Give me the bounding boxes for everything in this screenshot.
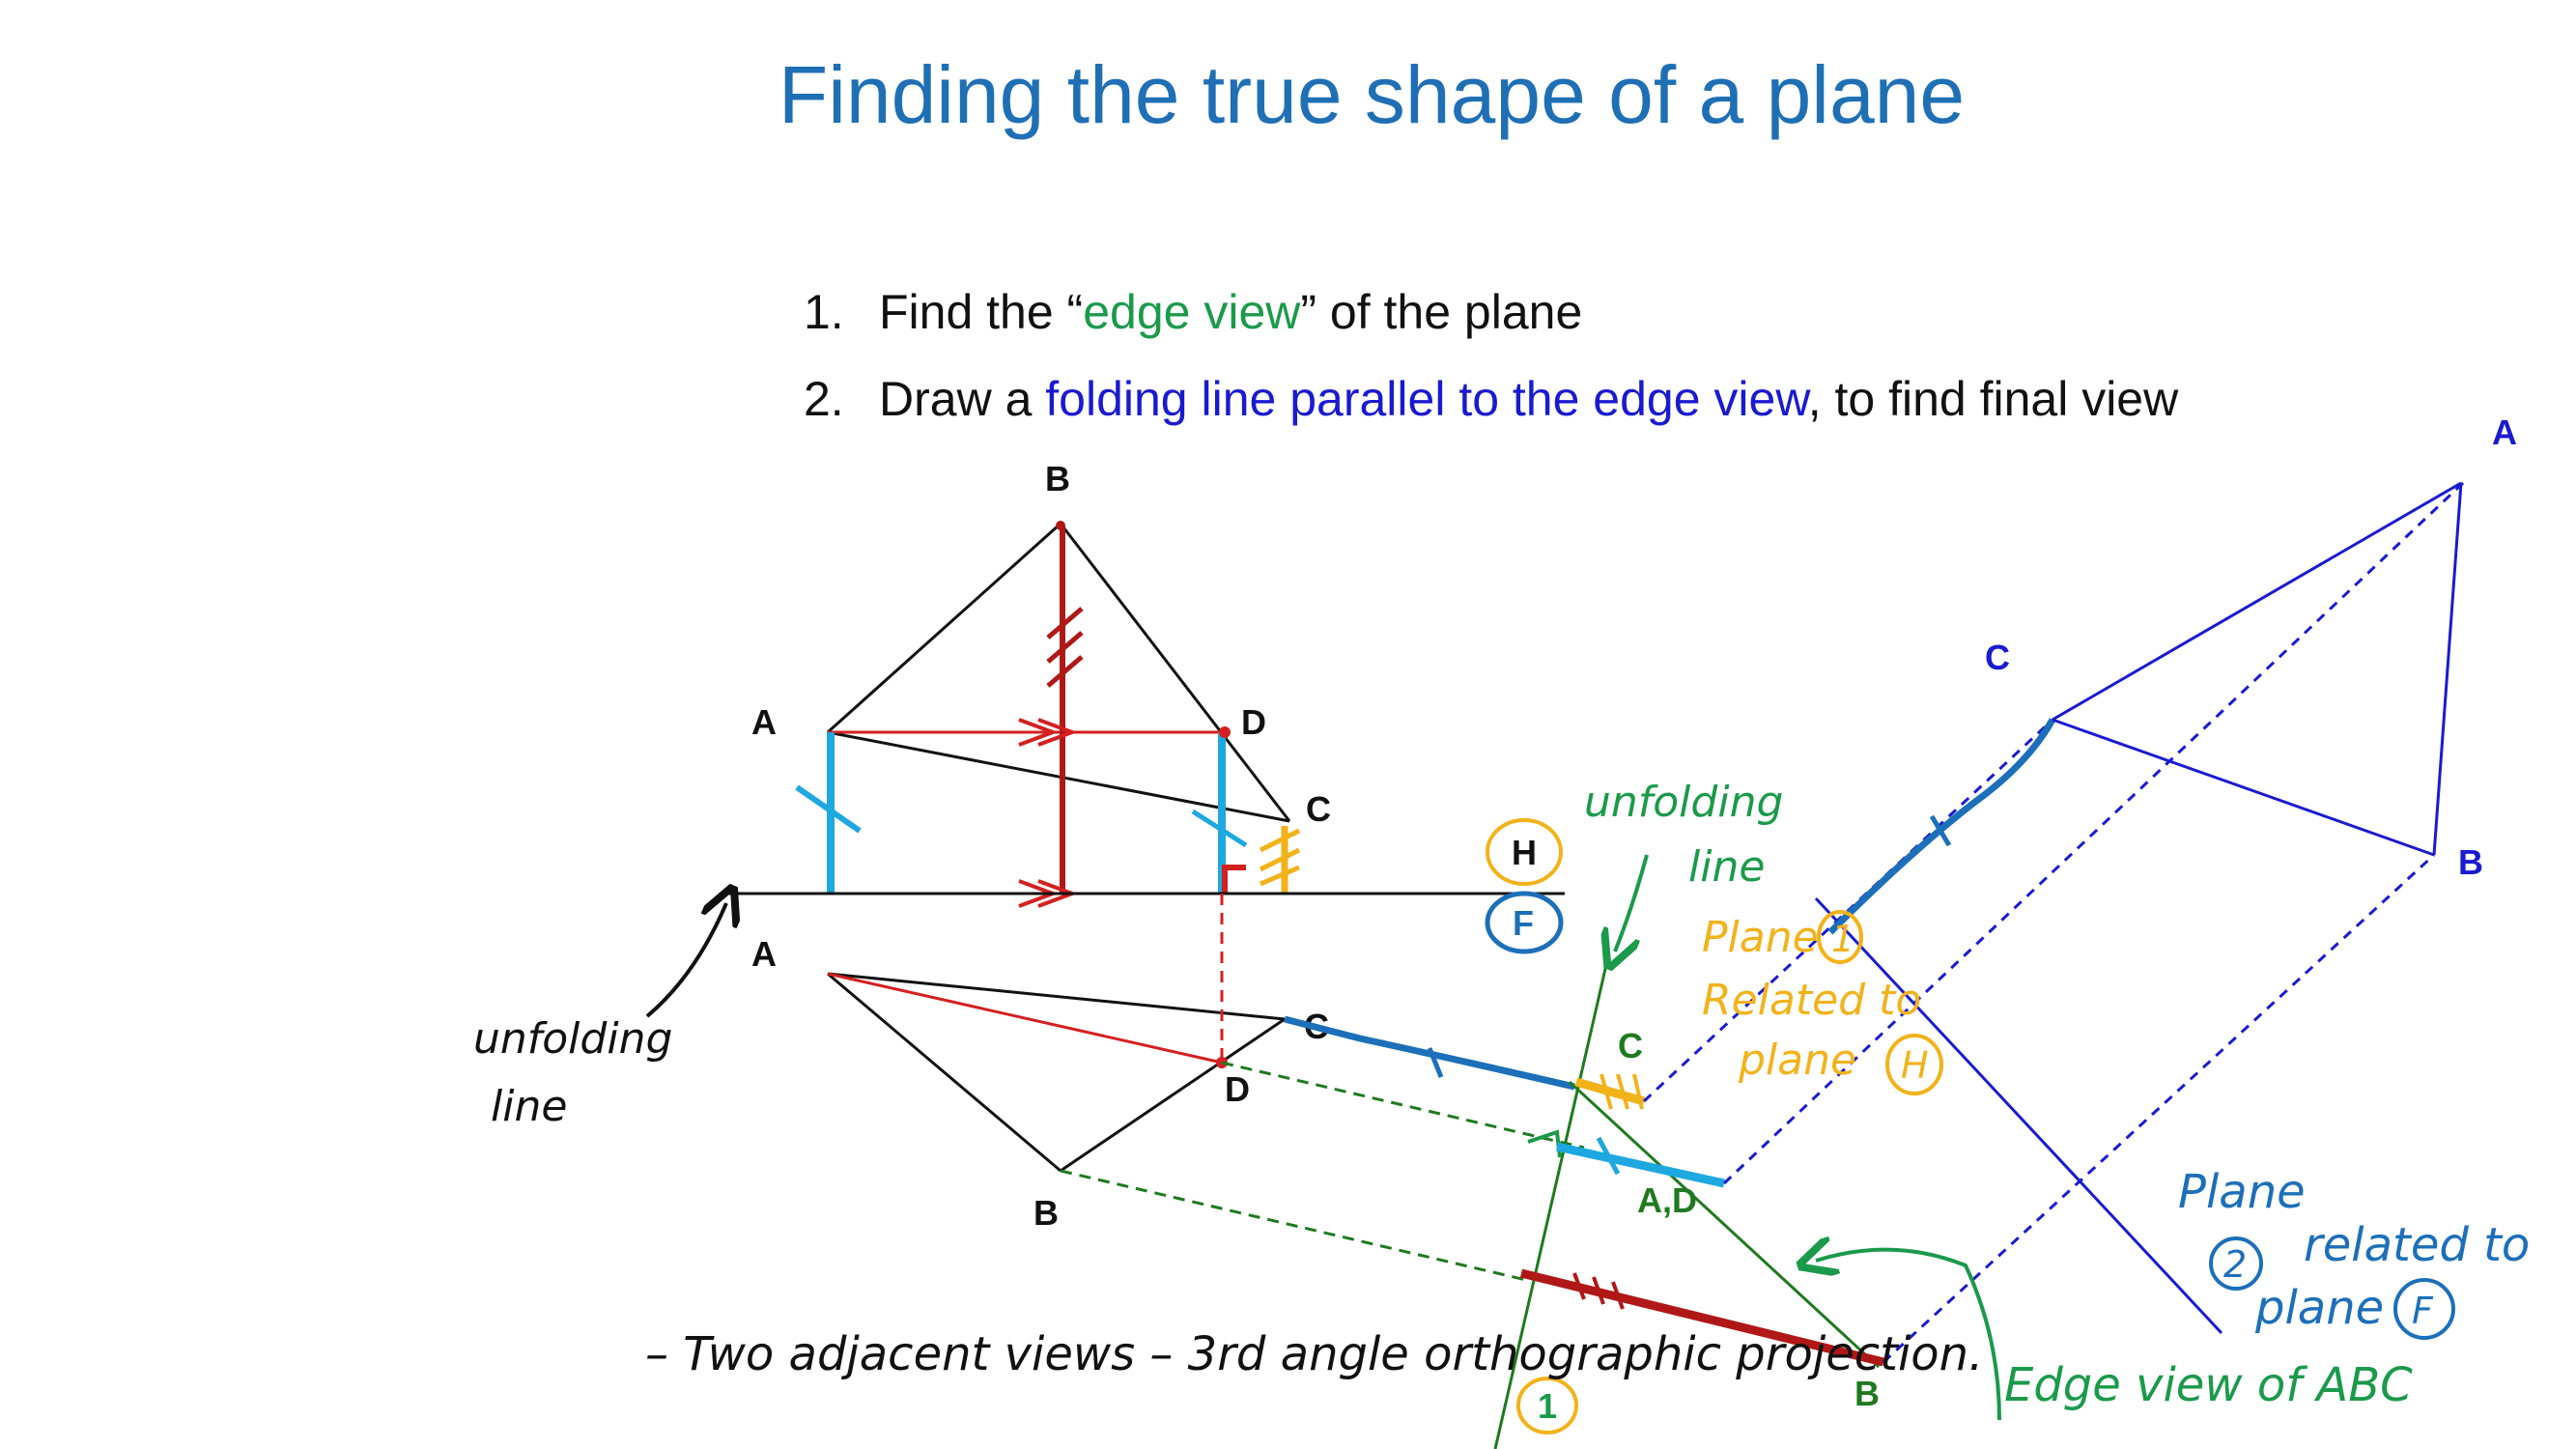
true-label-a: A — [2492, 412, 2517, 452]
top-label-a: A — [751, 702, 777, 742]
edge-label-ad: A,D — [1637, 1180, 1697, 1220]
plane2-line1: Plane — [2178, 1165, 2306, 1219]
front-label-c: C — [1304, 1007, 1329, 1046]
front-edge-bc — [1061, 1019, 1285, 1171]
plane1-line1: Plane — [1702, 913, 1819, 962]
top-label-b: B — [1045, 459, 1070, 498]
top-point-d — [1219, 726, 1231, 738]
edge-hatch-c — [1601, 1074, 1642, 1109]
step-highlight: edge view — [1083, 285, 1301, 339]
front-label-a: A — [751, 934, 777, 974]
plane2-number: 2 — [2223, 1243, 2248, 1286]
arrow-unfolding-mid — [1615, 855, 1647, 952]
top-edge-bc — [1061, 524, 1289, 821]
step-text-pre: Draw a — [879, 372, 1046, 426]
plane2-line3: plane — [2255, 1281, 2385, 1335]
top-hatch-b — [1048, 609, 1082, 686]
true-edge-ca — [2052, 483, 2461, 720]
plane1-line2: Related to — [1702, 976, 1922, 1025]
adjacent-views-note: – Two adjacent views – 3rd angle orthographic projection. — [645, 1327, 1984, 1381]
front-label-b: B — [1033, 1193, 1059, 1233]
plane-h-label: H — [1512, 833, 1537, 872]
true-label-b: B — [2458, 842, 2483, 882]
front-line-ad — [828, 974, 1222, 1063]
top-label-c: C — [1306, 789, 1331, 829]
front-label-d: D — [1225, 1069, 1250, 1109]
front-view — [751, 894, 1329, 1233]
fold-line-hf — [720, 820, 1565, 952]
top-point-b — [1056, 521, 1065, 530]
plane1-line3: plane — [1739, 1036, 1857, 1085]
front-edge-ac — [828, 974, 1285, 1019]
top-hatch-c — [1260, 831, 1299, 884]
top-view — [751, 459, 1331, 906]
projector-b-to-edge — [1061, 1171, 1526, 1280]
edge-label-b: B — [1854, 1374, 1880, 1413]
edge-hatch-b — [1574, 1273, 1623, 1309]
arrow-unfolding-left — [647, 903, 726, 1016]
plane-f-label: F — [1513, 903, 1534, 943]
plane1-number: 1 — [1831, 918, 1855, 960]
fold-line-2 — [1816, 898, 2222, 1333]
step-number: 2. — [804, 372, 844, 426]
unfolding-mid-2: line — [1688, 842, 1766, 892]
circle-one-label: 1 — [1538, 1386, 1558, 1426]
step-highlight: folding line parallel to the edge view — [1045, 372, 1808, 426]
edge-projectors — [1061, 1019, 1584, 1280]
step-text-post: , to find final view — [1807, 372, 2179, 426]
step-text-post: ” of the plane — [1300, 285, 1583, 339]
annotations — [473, 778, 2530, 1420]
plane1-ref: H — [1901, 1044, 1929, 1087]
front-edge-ab — [828, 974, 1061, 1171]
edge-segment-ad — [1557, 1147, 1724, 1183]
step-text-pre: Find the “ — [879, 285, 1084, 339]
edge-view-of-abc: Edge view of ABC — [2004, 1358, 2413, 1412]
top-edge-ab — [828, 524, 1061, 732]
edge-label-c: C — [1618, 1026, 1643, 1065]
unfolding-left-1: unfolding — [473, 1014, 673, 1064]
true-label-c: C — [1985, 638, 2010, 677]
unfolding-mid-1: unfolding — [1584, 778, 1784, 827]
top-right-angle-mark — [1225, 867, 1246, 894]
slide-title: Finding the true shape of a plane — [778, 49, 1966, 140]
true-edge-ab — [2434, 483, 2461, 855]
step-number: 1. — [804, 285, 844, 339]
plane2-ref: F — [2412, 1290, 2433, 1332]
unfolding-left-2: line — [491, 1082, 568, 1131]
top-label-d: D — [1241, 702, 1266, 742]
true-edge-cb — [2052, 720, 2434, 855]
plane2-line2: related to — [2304, 1218, 2531, 1272]
